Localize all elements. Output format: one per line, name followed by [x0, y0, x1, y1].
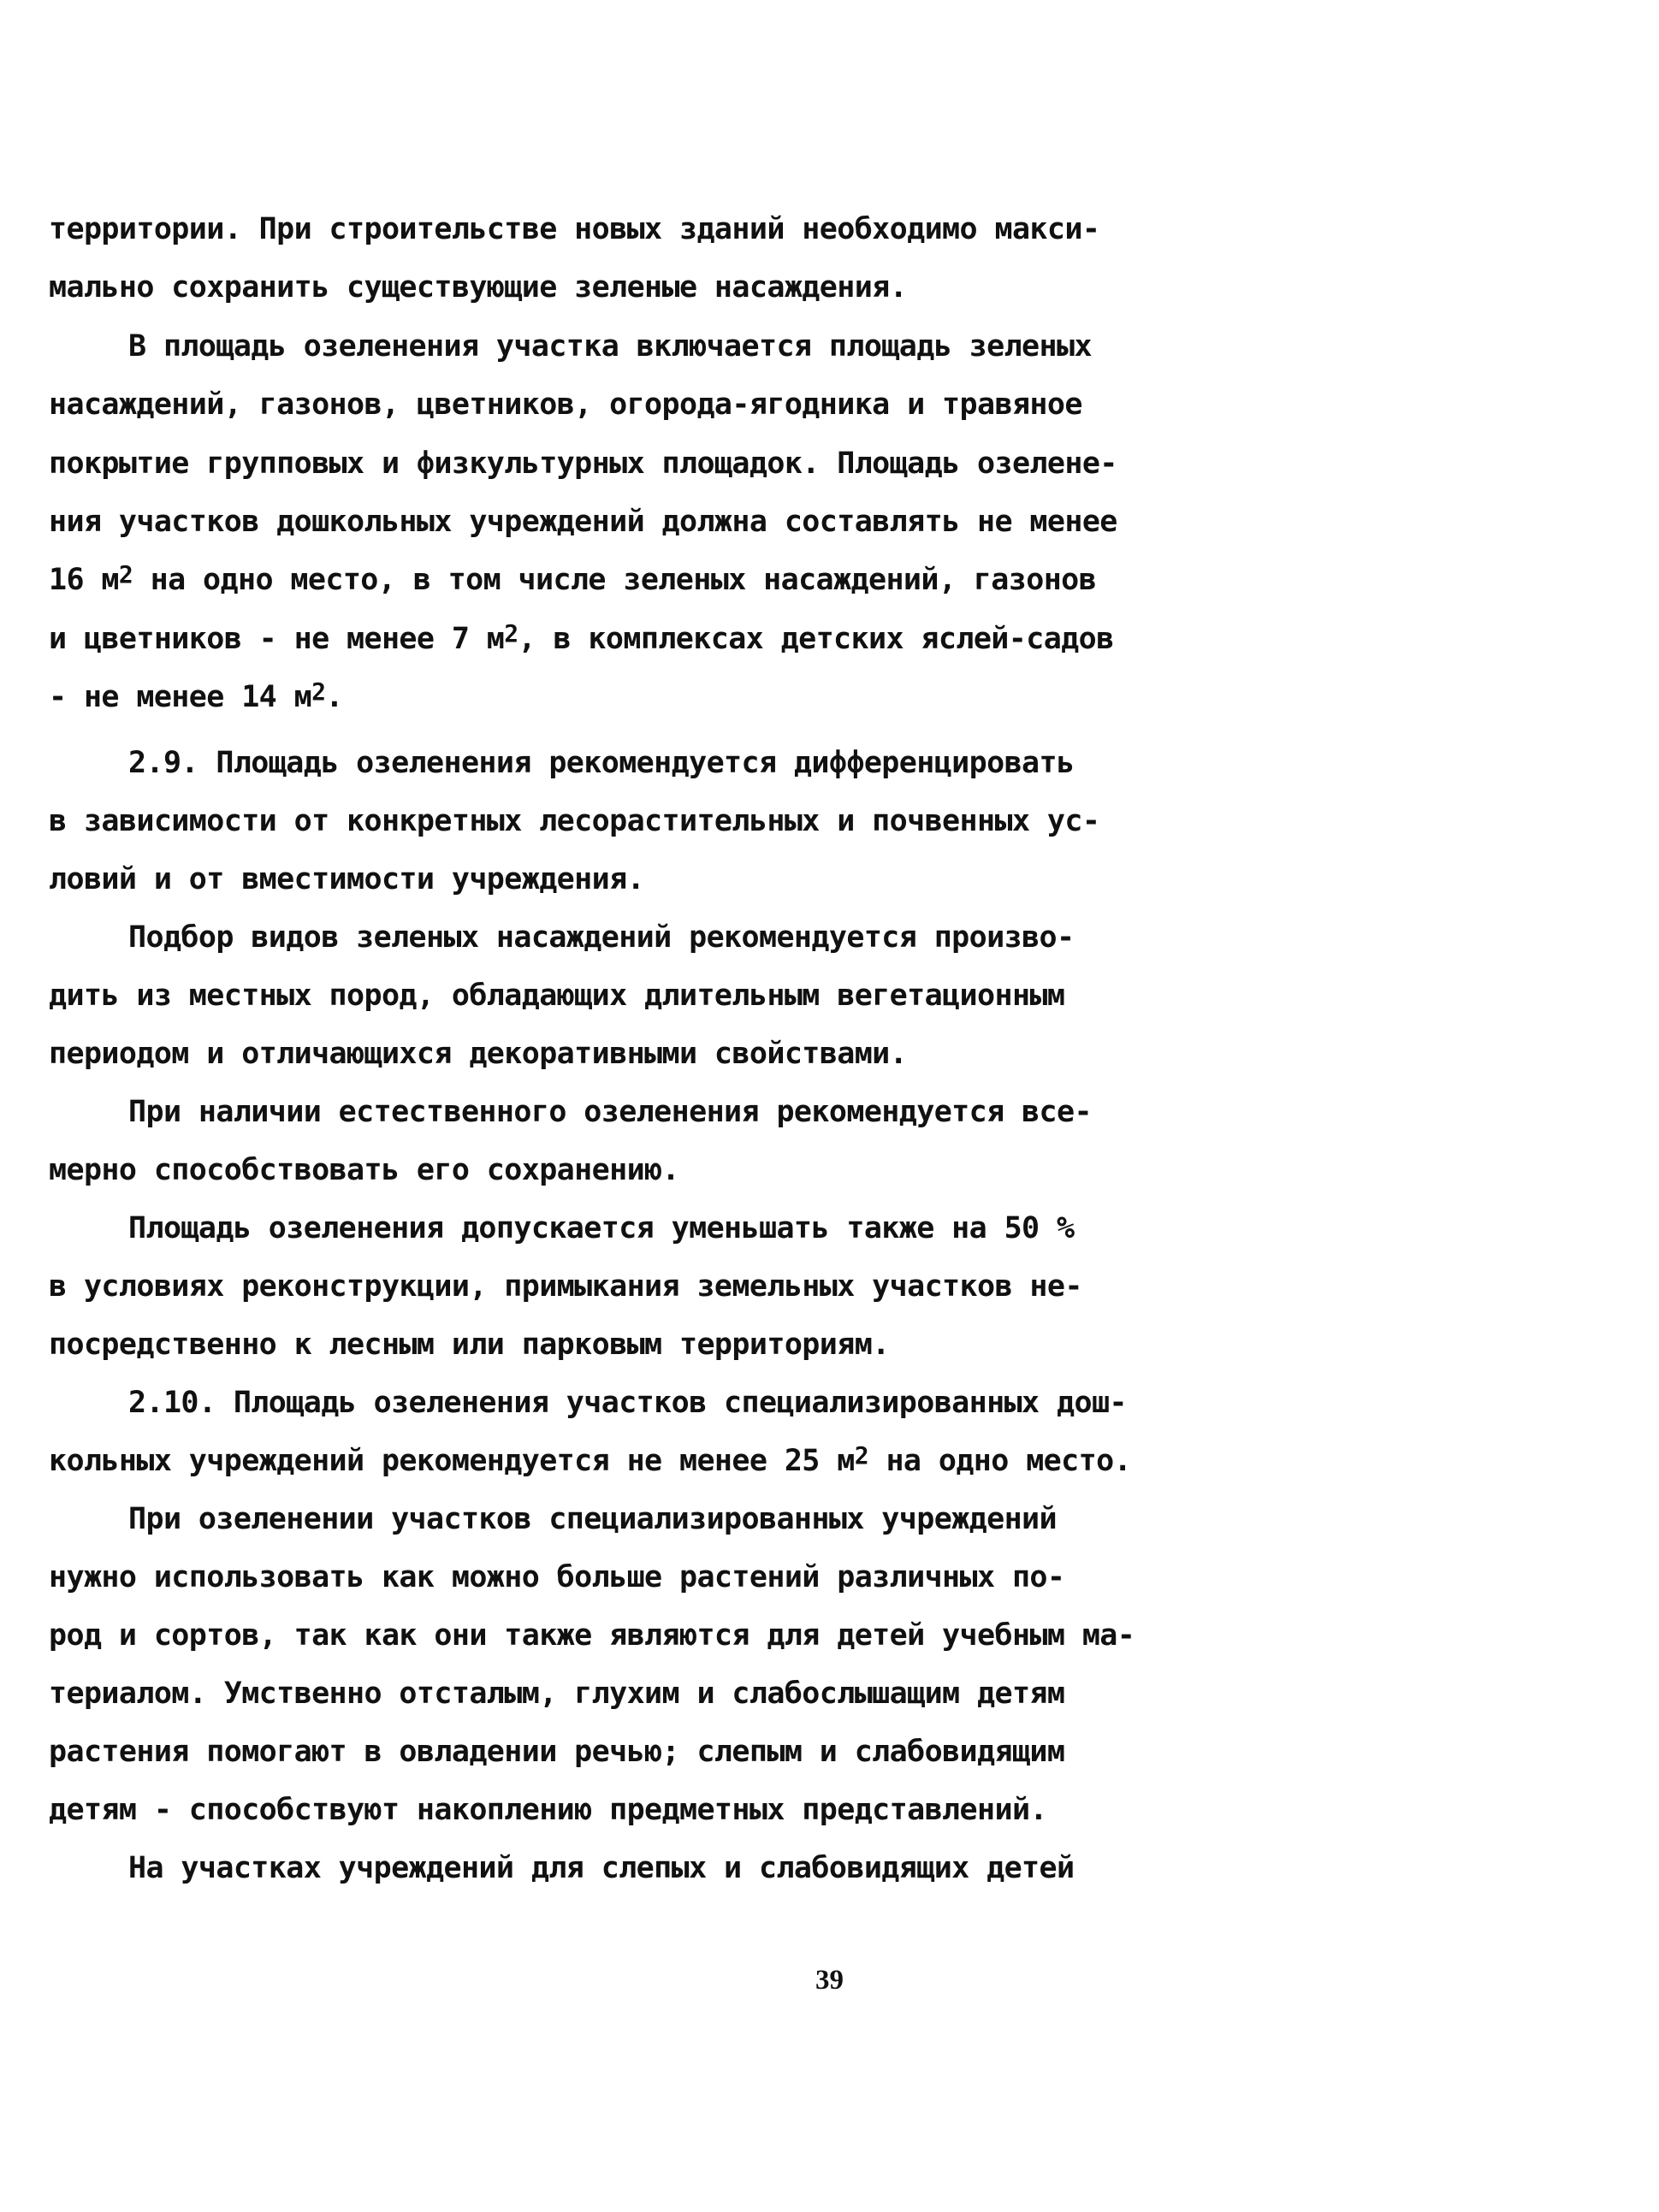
paragraph-first-line: Подбор видов зеленых насаждений рекомендуется произво- [128, 920, 1075, 955]
paragraph-first-line: 2.10. Площадь озеленения участков специализированных дош- [128, 1386, 1127, 1420]
text-line: ловий и от вместимости учреждения. [49, 862, 645, 896]
paragraph-first-line: В площадь озеленения участка включается площадь зеленых [128, 329, 1092, 364]
text-line-with-superscript [49, 671, 1161, 723]
text-fragment: , в комплексах детских яслей-садов [518, 622, 1114, 656]
text-line: посредственно к лесным или парковым территориям. [49, 1328, 890, 1362]
superscript: 2 [854, 1441, 868, 1470]
text-fragment: 16 м [49, 563, 119, 597]
text-fragment: кольных учреждений рекомендуется не менее 25 м [49, 1444, 855, 1478]
text-line: в зависимости от конкретных лесорастительных и почвенных ус- [49, 804, 1100, 838]
superscript: 2 [504, 619, 518, 648]
text-line: мерно способствовать его сохранению. [49, 1153, 679, 1187]
text-line: детям - способствуют накоплению предметных представлений. [49, 1793, 1047, 1827]
text-line: покрытие групповых и физкультурных площадок. Площадь озелене- [49, 447, 1117, 481]
text-fragment: на одно место, в том числе зеленых насаждений, газонов [133, 563, 1097, 597]
text-line: территории. При строительстве новых зданий необходимо макси- [49, 212, 1100, 246]
text-line-with-superscript [49, 613, 1161, 665]
superscript: 2 [311, 677, 326, 706]
text-line: ния участков дошкольных учреждений должна составлять не менее [49, 505, 1117, 539]
text-line: териалом. Умственно отсталым, глухим и слабослышащим детям [49, 1677, 1065, 1711]
paragraph-first-line: 2.9. Площадь озеленения рекомендуется дифференцировать [128, 746, 1075, 780]
text-line: в условиях реконструкции, примыкания земельных участков не- [49, 1269, 1082, 1304]
page-number: 39 [815, 1965, 844, 1996]
text-fragment: - не менее 14 м [49, 680, 312, 714]
superscript: 2 [118, 560, 133, 588]
paragraph-first-line: На участках учреждений для слепых и слабовидящих детей [128, 1851, 1075, 1885]
paragraph-first-line: При наличии естественного озеленения рекомендуется все- [128, 1095, 1092, 1129]
text-line: насаждений, газонов, цветников, огорода-ягодника и травяное [49, 387, 1082, 422]
text-line-with-superscript [49, 1435, 1161, 1487]
text-line: растения помогают в овладении речью; слепым и слабовидящим [49, 1735, 1065, 1769]
text-line: дить из местных пород, обладающих длительным вегетационным [49, 979, 1065, 1013]
text-line: нужно использовать как можно больше растений различных по- [49, 1560, 1065, 1594]
paragraph-first-line: При озеленении участков специализированных учреждений [128, 1502, 1058, 1536]
text-fragment: на одно место. [868, 1444, 1132, 1478]
text-line: периодом и отличающихся декоративными свойствами. [49, 1037, 908, 1071]
text-line: род и сортов, так как они также являются для детей учебным ма- [49, 1618, 1135, 1653]
paragraph-first-line: Площадь озеленения допускается уменьшать также на 50 % [128, 1211, 1075, 1245]
text-line-with-superscript [49, 554, 1161, 606]
text-line: мально сохранить существующие зеленые насаждения. [49, 270, 908, 305]
text-fragment: и цветников - не менее 7 м [49, 622, 505, 656]
text-fragment: . [325, 680, 343, 714]
